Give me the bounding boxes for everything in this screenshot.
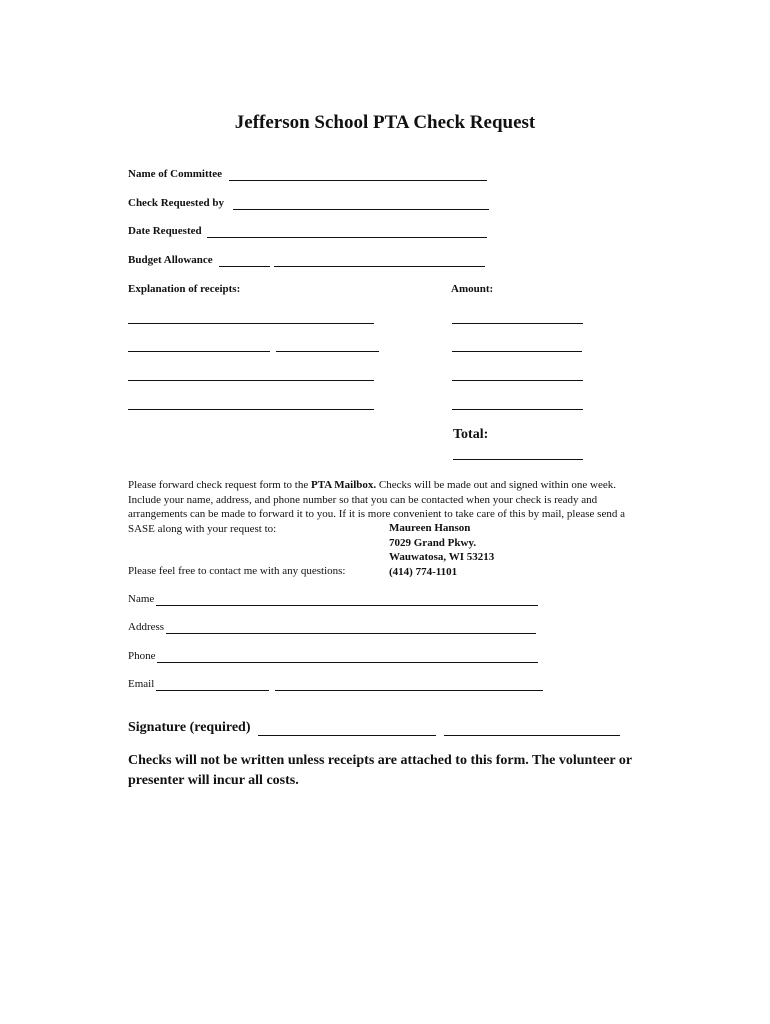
receipt-explanation-3[interactable] bbox=[128, 380, 374, 381]
instructions-text-post: Checks will be made out and signed within one week. Include your name, address, and phone number so that you can be contacted when your check is ready and arrangements can be made to forward it to you. If it is more convenient to take care of this by mail, please send a SASE along with your request to: bbox=[128, 479, 625, 535]
email-label: Email bbox=[128, 678, 155, 690]
date-requested-field[interactable] bbox=[207, 237, 487, 238]
total-field[interactable] bbox=[453, 459, 583, 460]
contact-phone: (414) 774-1101 bbox=[389, 565, 458, 578]
explanation-label: Explanation of receipts: bbox=[128, 283, 241, 295]
receipt-amount-3[interactable] bbox=[452, 380, 583, 381]
address-field[interactable] bbox=[166, 633, 536, 634]
signature-field-a[interactable] bbox=[258, 735, 436, 736]
instructions-text-pre: Please forward check request form to the bbox=[128, 479, 311, 491]
receipt-amount-1[interactable] bbox=[452, 323, 583, 324]
contact-name: Maureen Hanson bbox=[389, 522, 471, 534]
committee-field[interactable] bbox=[229, 180, 487, 181]
receipt-explanation-2a[interactable] bbox=[128, 351, 270, 352]
pta-mailbox-text: PTA Mailbox. bbox=[310, 479, 377, 491]
name-label: Name bbox=[128, 593, 155, 605]
signature-field-b[interactable] bbox=[444, 735, 620, 736]
receipt-amount-4[interactable] bbox=[452, 409, 583, 410]
date-requested-label: Date Requested bbox=[128, 225, 202, 237]
budget-allowance-field-b[interactable] bbox=[274, 266, 485, 267]
total-label: Total: bbox=[453, 427, 489, 442]
phone-field[interactable] bbox=[157, 662, 538, 663]
amount-label: Amount: bbox=[451, 283, 494, 295]
contact-city: Wauwatosa, WI 53213 bbox=[389, 551, 495, 563]
email-field-b[interactable] bbox=[275, 690, 543, 691]
contact-prompt: Please feel free to contact me with any questions: bbox=[128, 565, 346, 577]
receipt-explanation-2b[interactable] bbox=[276, 351, 379, 352]
receipt-amount-2[interactable] bbox=[452, 351, 582, 352]
requested-by-label: Check Requested by bbox=[128, 197, 224, 209]
contact-address-block bbox=[389, 521, 494, 579]
address-label: Address bbox=[128, 621, 165, 633]
name-field[interactable] bbox=[156, 605, 538, 606]
receipt-explanation-1[interactable] bbox=[128, 323, 374, 324]
receipts-warning: Checks will not be written unless receipts are attached to this form. The volunteer or presenter will incur all costs. bbox=[128, 753, 632, 788]
budget-allowance-field-a[interactable] bbox=[219, 266, 270, 267]
email-field-a[interactable] bbox=[156, 690, 269, 691]
contact-street: 7029 Grand Pkwy. bbox=[389, 536, 477, 549]
receipt-explanation-4[interactable] bbox=[128, 409, 374, 410]
phone-label: Phone bbox=[128, 650, 156, 662]
requested-by-field[interactable] bbox=[233, 209, 489, 210]
signature-label: Signature (required) bbox=[128, 720, 251, 735]
form-title: Jefferson School PTA Check Request bbox=[234, 112, 536, 133]
instructions-paragraph bbox=[128, 478, 638, 536]
budget-allowance-label: Budget Allowance bbox=[128, 254, 213, 266]
committee-label: Name of Committee bbox=[128, 168, 223, 180]
